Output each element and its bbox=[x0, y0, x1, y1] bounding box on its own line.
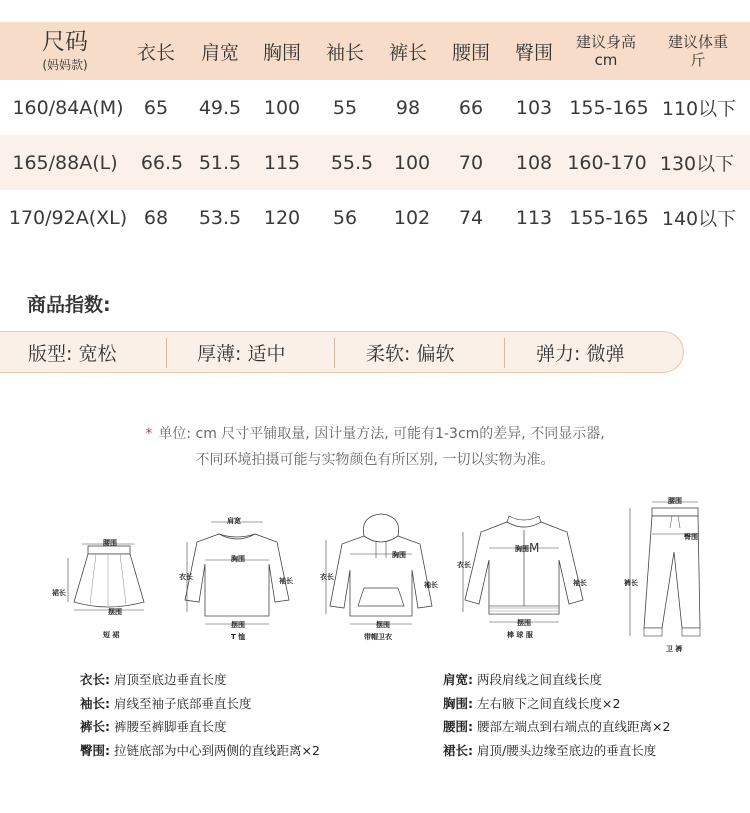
definition-value: 肩顶至底边垂直长度 bbox=[113, 672, 227, 687]
cell-sleeve: 55 bbox=[332, 96, 358, 119]
pants-diagram bbox=[618, 494, 718, 654]
definition-key: 袖长: bbox=[80, 695, 110, 711]
definition-key: 裤长: bbox=[80, 719, 110, 734]
header-height-line1: 建议身高 bbox=[575, 33, 636, 51]
index-divider bbox=[504, 338, 505, 368]
skirt-diagram bbox=[48, 530, 160, 642]
cell-weight: 110以下 bbox=[661, 98, 737, 120]
definition-value: 两段肩线之间直线长度 bbox=[476, 672, 602, 687]
pants-drawing bbox=[618, 494, 718, 654]
hoodie-sleeve-label: 袖长 bbox=[424, 581, 438, 589]
index-fit: 版型: 宽松 bbox=[28, 342, 117, 365]
cell-hip: 103 bbox=[515, 96, 553, 119]
header-height bbox=[566, 22, 646, 80]
jacket-name: 棒 球 服 bbox=[507, 631, 533, 639]
size-row bbox=[0, 135, 750, 190]
hoodie-length-label: 衣长 bbox=[320, 573, 334, 581]
cell-length: 65 bbox=[143, 96, 169, 119]
definition-value: 拉链底部为中心到两侧的直线距离×2 bbox=[113, 742, 320, 758]
definition-item bbox=[80, 670, 320, 694]
hoodie-hem-label: 摆围 bbox=[376, 621, 390, 629]
measurement-note-line1 bbox=[0, 423, 750, 443]
tshirt-shoulder-label: 肩宽 bbox=[227, 517, 241, 525]
definition-item bbox=[80, 741, 320, 765]
cell-size: 160/84A(M) bbox=[12, 96, 124, 119]
definition-key: 裙长: bbox=[443, 742, 473, 758]
header-weight bbox=[656, 22, 740, 80]
definition-value: 左右腋下之间直线长度×2 bbox=[476, 695, 621, 711]
definition-key: 胸围: bbox=[443, 695, 473, 711]
jacket-length-label: 衣长 bbox=[457, 561, 471, 569]
header-sleeve: 袖长 bbox=[325, 41, 364, 64]
definition-key: 肩宽: bbox=[443, 672, 473, 687]
definition-item bbox=[443, 741, 670, 765]
cell-waist: 74 bbox=[458, 206, 484, 229]
header-length: 衣长 bbox=[136, 41, 175, 64]
tshirt-length-label: 衣长 bbox=[179, 573, 193, 581]
definition-value: 裤腰至裤脚垂直长度 bbox=[113, 719, 227, 734]
cell-length: 68 bbox=[143, 206, 169, 229]
cell-waist: 66 bbox=[458, 96, 484, 119]
pants-length-label: 裤长 bbox=[624, 579, 638, 587]
measurement-note-line2: 不同环境拍摄可能与实物颜色有所区别, 一切以实物为准。 bbox=[195, 452, 555, 468]
jacket-sleeve-label: 袖长 bbox=[573, 579, 587, 587]
definition-item bbox=[80, 717, 320, 741]
definition-key: 腰围: bbox=[443, 719, 473, 734]
index-softness: 柔软: 偏软 bbox=[366, 342, 455, 365]
skirt-waist-label: 腰围 bbox=[103, 539, 117, 547]
tshirt-hem-label: 摆围 bbox=[231, 621, 245, 629]
header-waist: 腰围 bbox=[451, 41, 490, 64]
tshirt-name: T 恤 bbox=[231, 633, 246, 641]
definition-value: 腰部左端点到右端点的直线距离×2 bbox=[476, 719, 671, 734]
header-height-line2: cm bbox=[594, 51, 618, 69]
cell-size: 170/92A(XL) bbox=[8, 206, 128, 229]
definition-item bbox=[443, 717, 670, 741]
cell-sleeve: 55.5 bbox=[330, 151, 374, 174]
size-table-header bbox=[0, 22, 750, 80]
hoodie-chest-label: 胸围 bbox=[392, 551, 406, 559]
cell-height: 160-170 bbox=[567, 151, 647, 174]
note-star-icon: * bbox=[145, 426, 153, 442]
cell-shoulder: 49.5 bbox=[198, 96, 242, 119]
definition-item bbox=[443, 694, 670, 718]
skirt-name: 短 裙 bbox=[103, 631, 120, 639]
cell-pants-length: 100 bbox=[393, 151, 431, 174]
header-shoulder: 肩宽 bbox=[200, 41, 239, 64]
product-index-title: 商品指数: bbox=[27, 294, 111, 316]
note-line1-text: 单位: cm 尺寸平铺取量, 因计量方法, 可能有1-3cm的差异, 不同显示器, bbox=[158, 426, 605, 442]
definitions-left bbox=[80, 670, 320, 764]
cell-size: 165/88A(L) bbox=[12, 151, 118, 174]
jacket-chest-label: 胸围 bbox=[515, 545, 529, 553]
cell-chest: 100 bbox=[263, 96, 301, 119]
header-pants-length: 裤长 bbox=[388, 41, 427, 64]
cell-hip: 108 bbox=[515, 151, 553, 174]
cell-weight: 140以下 bbox=[661, 208, 737, 230]
definitions-right bbox=[443, 670, 670, 764]
hoodie-name: 带帽卫衣 bbox=[364, 633, 392, 641]
pants-name: 卫 裤 bbox=[666, 645, 683, 653]
index-thickness: 厚薄: 适中 bbox=[197, 342, 286, 365]
header-size bbox=[0, 22, 130, 80]
hoodie-diagram bbox=[320, 510, 442, 642]
cell-chest: 120 bbox=[263, 206, 301, 229]
index-elasticity: 弹力: 微弹 bbox=[536, 342, 625, 365]
cell-shoulder: 53.5 bbox=[198, 206, 242, 229]
definition-item bbox=[80, 694, 320, 718]
tshirt-chest-label: 胸围 bbox=[231, 555, 245, 563]
cell-pants-length: 98 bbox=[395, 96, 421, 119]
pants-waist-label: 腰围 bbox=[668, 497, 682, 505]
size-row bbox=[0, 190, 750, 245]
header-hip: 臀围 bbox=[514, 41, 553, 64]
skirt-hem-label: 摆围 bbox=[108, 608, 122, 616]
definition-value: 肩顶/腰头边缘至底边的垂直长度 bbox=[476, 742, 657, 758]
cell-shoulder: 51.5 bbox=[198, 151, 242, 174]
cell-hip: 113 bbox=[515, 206, 553, 229]
cell-pants-length: 102 bbox=[393, 206, 431, 229]
cell-chest: 115 bbox=[263, 151, 301, 174]
cell-height: 155-165 bbox=[569, 206, 649, 229]
cell-waist: 70 bbox=[458, 151, 484, 174]
index-divider bbox=[334, 338, 335, 368]
definition-value: 肩线至袖子底部垂直长度 bbox=[113, 695, 252, 711]
jacket-diagram bbox=[455, 508, 593, 642]
skirt-length-label: 裙长 bbox=[52, 589, 66, 597]
jacket-hem-label: 摆围 bbox=[517, 619, 531, 627]
header-weight-line2: 斤 bbox=[690, 51, 706, 69]
pants-hip-label: 臀围 bbox=[684, 533, 698, 541]
cell-weight: 130以下 bbox=[659, 153, 735, 175]
definition-item bbox=[443, 670, 670, 694]
jacket-m-logo-icon: M bbox=[529, 541, 540, 555]
cell-height: 155-165 bbox=[569, 96, 649, 119]
product-index-bar bbox=[0, 331, 684, 373]
tshirt-sleeve-label: 袖长 bbox=[279, 577, 293, 585]
header-size-label: 尺码 bbox=[42, 29, 88, 55]
tshirt-diagram bbox=[175, 512, 300, 640]
header-size-sub: (妈妈款) bbox=[42, 58, 88, 72]
size-row bbox=[0, 80, 750, 135]
header-chest: 胸围 bbox=[262, 41, 301, 64]
definition-key: 衣长: bbox=[80, 672, 110, 687]
size-table bbox=[0, 22, 750, 245]
index-divider bbox=[166, 338, 167, 368]
cell-length: 66.5 bbox=[140, 151, 184, 174]
cell-sleeve: 56 bbox=[332, 206, 358, 229]
definition-key: 臀围: bbox=[80, 742, 110, 758]
header-weight-line1: 建议体重 bbox=[667, 33, 728, 51]
